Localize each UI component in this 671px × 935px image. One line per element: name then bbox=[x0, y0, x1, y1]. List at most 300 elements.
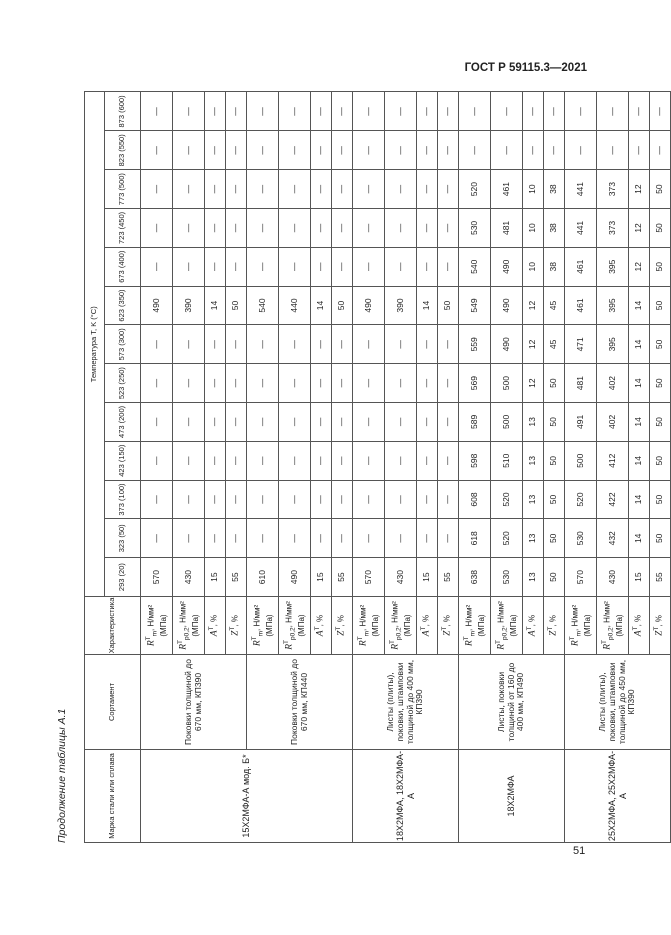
char-symbol: A bbox=[527, 630, 538, 637]
value-cell: — bbox=[247, 519, 279, 558]
characteristic-cell bbox=[565, 597, 597, 655]
value-cell: — bbox=[385, 519, 417, 558]
value-cell: — bbox=[417, 170, 438, 209]
value-cell: 50 bbox=[544, 558, 565, 597]
value-cell: 14 bbox=[205, 286, 226, 325]
value-cell: — bbox=[523, 92, 544, 131]
char-unit: , Н/мм² (МПа) bbox=[464, 604, 486, 637]
value-cell: — bbox=[247, 209, 279, 248]
value-cell: 12 bbox=[523, 325, 544, 364]
value-cell: 50 bbox=[544, 364, 565, 403]
value-cell: — bbox=[226, 519, 247, 558]
value-cell: 373 bbox=[597, 170, 629, 209]
value-cell: 14 bbox=[629, 403, 650, 442]
value-cell: — bbox=[353, 364, 385, 403]
value-cell: 598 bbox=[459, 441, 491, 480]
value-cell: 490 bbox=[491, 325, 523, 364]
char-sup: T bbox=[441, 626, 449, 631]
value-cell: 500 bbox=[491, 364, 523, 403]
value-cell: — bbox=[226, 131, 247, 170]
value-cell: — bbox=[385, 209, 417, 248]
value-cell: 14 bbox=[629, 364, 650, 403]
value-cell: — bbox=[173, 480, 205, 519]
assortment-cell: Поковки толщиной до 670 мм, КП390 bbox=[141, 655, 247, 750]
value-cell: 569 bbox=[459, 364, 491, 403]
value-cell: 490 bbox=[279, 558, 311, 597]
temp-header: 823 (550) bbox=[105, 131, 141, 170]
value-cell: — bbox=[597, 92, 629, 131]
char-sup: T bbox=[357, 636, 365, 641]
value-cell: — bbox=[279, 403, 311, 442]
char-unit: , % bbox=[527, 614, 537, 627]
value-cell: — bbox=[459, 131, 491, 170]
char-unit: , % bbox=[442, 615, 452, 627]
value-cell: — bbox=[597, 131, 629, 170]
value-cell: — bbox=[226, 92, 247, 131]
value-cell: — bbox=[438, 325, 459, 364]
value-cell: 50 bbox=[650, 325, 671, 364]
value-cell: — bbox=[417, 480, 438, 519]
char-unit: , Н/мм² (МПа) bbox=[358, 604, 380, 637]
value-cell: 10 bbox=[523, 247, 544, 286]
value-cell: 490 bbox=[353, 286, 385, 325]
value-cell: — bbox=[385, 247, 417, 286]
value-cell: — bbox=[332, 92, 353, 131]
temp-header: 373 (100) bbox=[105, 480, 141, 519]
value-cell: 50 bbox=[650, 403, 671, 442]
value-cell: — bbox=[173, 364, 205, 403]
char-symbol: A bbox=[209, 630, 220, 637]
value-cell: 570 bbox=[141, 558, 173, 597]
value-cell: 12 bbox=[523, 286, 544, 325]
steel-grade: 18Х2МФА bbox=[459, 750, 565, 843]
table-row bbox=[565, 92, 597, 843]
value-cell: — bbox=[332, 441, 353, 480]
value-cell: — bbox=[205, 247, 226, 286]
value-cell: 13 bbox=[523, 403, 544, 442]
value-cell: — bbox=[311, 441, 332, 480]
value-cell: — bbox=[141, 364, 173, 403]
characteristic-cell bbox=[597, 597, 629, 655]
steel-grade: 15Х2МФА-А мод. Б* bbox=[141, 750, 353, 843]
value-cell: — bbox=[353, 92, 385, 131]
value-cell: — bbox=[141, 92, 173, 131]
value-cell: — bbox=[279, 92, 311, 131]
char-sub: m bbox=[151, 630, 159, 637]
value-cell: — bbox=[141, 519, 173, 558]
char-sup: T bbox=[208, 626, 216, 631]
value-cell: 14 bbox=[629, 286, 650, 325]
char-sub: m bbox=[257, 630, 265, 637]
characteristic-cell bbox=[247, 597, 279, 655]
value-cell: — bbox=[353, 519, 385, 558]
char-symbol: R bbox=[252, 640, 263, 647]
value-cell: — bbox=[332, 325, 353, 364]
value-cell: — bbox=[438, 519, 459, 558]
char-symbol: R bbox=[358, 640, 369, 647]
temp-header: 323 (50) bbox=[105, 519, 141, 558]
value-cell: — bbox=[311, 170, 332, 209]
value-cell: 530 bbox=[491, 558, 523, 597]
characteristic-cell bbox=[385, 597, 417, 655]
char-symbol: Z bbox=[442, 630, 453, 636]
char-symbol: R bbox=[146, 640, 157, 647]
value-cell: — bbox=[141, 441, 173, 480]
value-cell: — bbox=[491, 131, 523, 170]
char-symbol: R bbox=[602, 643, 613, 650]
char-sub: p0,2 bbox=[289, 627, 297, 640]
value-cell: — bbox=[226, 209, 247, 248]
value-cell: 461 bbox=[565, 286, 597, 325]
value-cell: — bbox=[565, 131, 597, 170]
value-cell: 461 bbox=[565, 247, 597, 286]
temp-header: 773 (500) bbox=[105, 170, 141, 209]
value-cell: — bbox=[173, 325, 205, 364]
value-cell: — bbox=[247, 170, 279, 209]
char-sup: T bbox=[145, 636, 153, 641]
temp-header: 423 (150) bbox=[105, 441, 141, 480]
value-cell: — bbox=[438, 247, 459, 286]
value-cell: — bbox=[279, 247, 311, 286]
characteristic-cell bbox=[311, 597, 332, 655]
value-cell: — bbox=[438, 364, 459, 403]
char-sup: T bbox=[177, 639, 185, 644]
value-cell: 490 bbox=[491, 247, 523, 286]
value-cell: 430 bbox=[173, 558, 205, 597]
value-cell: 15 bbox=[311, 558, 332, 597]
value-cell: 390 bbox=[385, 286, 417, 325]
value-cell: 570 bbox=[565, 558, 597, 597]
temp-header: 573 (300) bbox=[105, 325, 141, 364]
char-symbol: R bbox=[496, 643, 507, 650]
value-cell: 422 bbox=[597, 480, 629, 519]
value-cell: 50 bbox=[650, 441, 671, 480]
steel-grade: 25Х2МФА, 25Х2МФА-А bbox=[565, 750, 671, 843]
value-cell: — bbox=[332, 364, 353, 403]
value-cell: — bbox=[247, 247, 279, 286]
value-cell: — bbox=[438, 209, 459, 248]
value-cell: — bbox=[311, 131, 332, 170]
value-cell: 50 bbox=[226, 286, 247, 325]
value-cell: 45 bbox=[544, 325, 565, 364]
value-cell: — bbox=[311, 247, 332, 286]
value-cell: 638 bbox=[459, 558, 491, 597]
value-cell: — bbox=[385, 92, 417, 131]
characteristic-cell bbox=[417, 597, 438, 655]
characteristic-cell bbox=[226, 597, 247, 655]
value-cell: 10 bbox=[523, 170, 544, 209]
value-cell: 12 bbox=[629, 170, 650, 209]
value-cell: — bbox=[141, 131, 173, 170]
char-unit: , Н/мм² (МПа) bbox=[146, 604, 168, 637]
char-sub: p0,2 bbox=[395, 627, 403, 640]
temp-header: 723 (450) bbox=[105, 209, 141, 248]
value-cell: 618 bbox=[459, 519, 491, 558]
value-cell: 490 bbox=[141, 286, 173, 325]
char-sub: m bbox=[575, 630, 583, 637]
value-cell: — bbox=[385, 480, 417, 519]
table-row bbox=[459, 92, 491, 843]
value-cell: 15 bbox=[417, 558, 438, 597]
value-cell: 14 bbox=[417, 286, 438, 325]
char-sup: T bbox=[526, 626, 534, 631]
value-cell: — bbox=[353, 131, 385, 170]
value-cell: 50 bbox=[544, 480, 565, 519]
char-sup: T bbox=[389, 639, 397, 644]
value-cell: 50 bbox=[650, 286, 671, 325]
value-cell: 520 bbox=[459, 170, 491, 209]
value-cell: — bbox=[311, 209, 332, 248]
temp-header: 523 (250) bbox=[105, 364, 141, 403]
value-cell: — bbox=[523, 131, 544, 170]
value-cell: 50 bbox=[332, 286, 353, 325]
value-cell: 540 bbox=[459, 247, 491, 286]
char-unit: , Н/мм² (МПа) bbox=[602, 601, 624, 637]
value-cell: — bbox=[491, 92, 523, 131]
temp-header: 623 (350) bbox=[105, 286, 141, 325]
properties-table bbox=[84, 91, 671, 843]
value-cell: — bbox=[141, 209, 173, 248]
value-cell: — bbox=[332, 519, 353, 558]
value-cell: 608 bbox=[459, 480, 491, 519]
value-cell: — bbox=[247, 92, 279, 131]
table-continuation-caption: Продолжение таблицы А.1 bbox=[56, 708, 68, 843]
value-cell: 390 bbox=[173, 286, 205, 325]
value-cell: 50 bbox=[544, 403, 565, 442]
value-cell: 549 bbox=[459, 286, 491, 325]
value-cell: 50 bbox=[650, 519, 671, 558]
value-cell: — bbox=[459, 92, 491, 131]
value-cell: — bbox=[353, 325, 385, 364]
characteristic-cell bbox=[438, 597, 459, 655]
char-symbol: R bbox=[390, 643, 401, 650]
value-cell: 461 bbox=[491, 170, 523, 209]
value-cell: 610 bbox=[247, 558, 279, 597]
value-cell: — bbox=[417, 131, 438, 170]
value-cell: — bbox=[311, 92, 332, 131]
value-cell: — bbox=[385, 325, 417, 364]
value-cell: 510 bbox=[491, 441, 523, 480]
temp-header: 293 (20) bbox=[105, 558, 141, 597]
value-cell: 13 bbox=[523, 558, 544, 597]
value-cell: — bbox=[141, 480, 173, 519]
characteristic-cell bbox=[279, 597, 311, 655]
value-cell: 471 bbox=[565, 325, 597, 364]
char-unit: , % bbox=[633, 614, 643, 627]
char-sub: m bbox=[363, 630, 371, 637]
value-cell: — bbox=[438, 403, 459, 442]
assortment-cell: Поковки толщиной до 670 мм, КП440 bbox=[247, 655, 353, 750]
value-cell: 430 bbox=[597, 558, 629, 597]
value-cell: — bbox=[141, 403, 173, 442]
char-symbol: R bbox=[464, 640, 475, 647]
col-header-grade: Марка стали или сплава bbox=[85, 750, 141, 843]
char-symbol: A bbox=[421, 630, 432, 637]
value-cell: — bbox=[205, 403, 226, 442]
value-cell: — bbox=[205, 325, 226, 364]
char-unit: , % bbox=[230, 615, 240, 627]
value-cell: — bbox=[332, 480, 353, 519]
value-cell: — bbox=[332, 131, 353, 170]
value-cell: — bbox=[385, 403, 417, 442]
value-cell: 559 bbox=[459, 325, 491, 364]
char-symbol: Z bbox=[548, 630, 559, 636]
value-cell: — bbox=[385, 170, 417, 209]
value-cell: 395 bbox=[597, 286, 629, 325]
value-cell: — bbox=[226, 480, 247, 519]
temp-header: 473 (200) bbox=[105, 403, 141, 442]
value-cell: 14 bbox=[629, 480, 650, 519]
char-unit: , % bbox=[209, 614, 219, 627]
value-cell: — bbox=[311, 519, 332, 558]
value-cell: 14 bbox=[311, 286, 332, 325]
value-cell: 45 bbox=[544, 286, 565, 325]
value-cell: — bbox=[279, 170, 311, 209]
char-sup: T bbox=[229, 626, 237, 631]
value-cell: — bbox=[417, 325, 438, 364]
value-cell: — bbox=[544, 92, 565, 131]
value-cell: — bbox=[438, 441, 459, 480]
value-cell: — bbox=[438, 480, 459, 519]
value-cell: — bbox=[279, 441, 311, 480]
value-cell: — bbox=[332, 247, 353, 286]
value-cell: 412 bbox=[597, 441, 629, 480]
value-cell: — bbox=[141, 170, 173, 209]
temp-header: 673 (400) bbox=[105, 247, 141, 286]
char-unit: , Н/мм² (МПа) bbox=[252, 604, 274, 637]
char-unit: , Н/мм² (МПа) bbox=[390, 601, 412, 637]
value-cell: 402 bbox=[597, 364, 629, 403]
value-cell: 12 bbox=[629, 247, 650, 286]
char-unit: , % bbox=[421, 614, 431, 627]
value-cell: 50 bbox=[650, 364, 671, 403]
col-header-characteristic: Характеристика bbox=[85, 597, 141, 655]
value-cell: — bbox=[417, 441, 438, 480]
value-cell: 13 bbox=[523, 480, 544, 519]
value-cell: 38 bbox=[544, 170, 565, 209]
char-sup: T bbox=[251, 636, 259, 641]
value-cell: 50 bbox=[544, 519, 565, 558]
value-cell: — bbox=[650, 131, 671, 170]
value-cell: — bbox=[353, 170, 385, 209]
value-cell: 570 bbox=[353, 558, 385, 597]
value-cell: — bbox=[226, 441, 247, 480]
table-row bbox=[353, 92, 385, 843]
value-cell: — bbox=[173, 519, 205, 558]
value-cell: — bbox=[226, 403, 247, 442]
value-cell: — bbox=[141, 247, 173, 286]
value-cell: — bbox=[205, 480, 226, 519]
characteristic-cell bbox=[141, 597, 173, 655]
char-unit: , Н/мм² (МПа) bbox=[284, 601, 306, 637]
value-cell: — bbox=[247, 480, 279, 519]
rotated-table-block bbox=[56, 92, 665, 843]
value-cell: — bbox=[353, 247, 385, 286]
value-cell: 15 bbox=[629, 558, 650, 597]
characteristic-cell bbox=[459, 597, 491, 655]
assortment-cell: Листы (плиты), поковки, штамповки толщиной до 450 мм, КП390 bbox=[565, 655, 671, 750]
value-cell: 530 bbox=[565, 519, 597, 558]
value-cell: — bbox=[173, 131, 205, 170]
value-cell: — bbox=[247, 441, 279, 480]
value-cell: — bbox=[205, 131, 226, 170]
value-cell: 430 bbox=[385, 558, 417, 597]
value-cell: 14 bbox=[629, 519, 650, 558]
assortment-cell: Листы, поковки толщиной от 160 до 400 мм, КП490 bbox=[459, 655, 565, 750]
value-cell: — bbox=[353, 480, 385, 519]
value-cell: — bbox=[226, 325, 247, 364]
value-cell: — bbox=[279, 480, 311, 519]
value-cell: 50 bbox=[650, 209, 671, 248]
characteristic-cell bbox=[544, 597, 565, 655]
characteristic-cell bbox=[205, 597, 226, 655]
char-sup: T bbox=[495, 639, 503, 644]
value-cell: 12 bbox=[523, 364, 544, 403]
value-cell: — bbox=[205, 209, 226, 248]
value-cell: 13 bbox=[523, 519, 544, 558]
value-cell: 500 bbox=[565, 441, 597, 480]
char-sup: T bbox=[653, 626, 661, 631]
value-cell: — bbox=[353, 403, 385, 442]
characteristic-cell bbox=[353, 597, 385, 655]
value-cell: — bbox=[247, 403, 279, 442]
characteristic-cell bbox=[173, 597, 205, 655]
value-cell: — bbox=[385, 131, 417, 170]
characteristic-cell bbox=[650, 597, 671, 655]
value-cell: 10 bbox=[523, 209, 544, 248]
value-cell: — bbox=[417, 364, 438, 403]
value-cell: — bbox=[332, 170, 353, 209]
value-cell: 50 bbox=[544, 441, 565, 480]
value-cell: — bbox=[385, 441, 417, 480]
char-symbol: A bbox=[315, 630, 326, 637]
char-sup: T bbox=[314, 626, 322, 631]
value-cell: — bbox=[385, 364, 417, 403]
steel-grade: 18Х2МФА, 18Х2МФА-А bbox=[353, 750, 459, 843]
char-sup: T bbox=[632, 626, 640, 631]
value-cell: 395 bbox=[597, 247, 629, 286]
value-cell: — bbox=[226, 364, 247, 403]
char-sup: T bbox=[420, 626, 428, 631]
value-cell: — bbox=[332, 403, 353, 442]
value-cell: — bbox=[353, 441, 385, 480]
value-cell: — bbox=[438, 92, 459, 131]
value-cell: — bbox=[629, 131, 650, 170]
char-sub: p0,2 bbox=[607, 627, 615, 640]
value-cell: — bbox=[205, 170, 226, 209]
value-cell: 491 bbox=[565, 403, 597, 442]
col-header-temperature: Температура T, K (°С) bbox=[85, 92, 105, 597]
char-unit: , Н/мм² (МПа) bbox=[178, 601, 200, 637]
value-cell: 441 bbox=[565, 209, 597, 248]
value-cell: 55 bbox=[226, 558, 247, 597]
value-cell: — bbox=[565, 92, 597, 131]
value-cell: 55 bbox=[332, 558, 353, 597]
value-cell: — bbox=[247, 364, 279, 403]
char-sup: T bbox=[547, 626, 555, 631]
characteristic-cell bbox=[629, 597, 650, 655]
value-cell: — bbox=[226, 170, 247, 209]
value-cell: 38 bbox=[544, 209, 565, 248]
value-cell: — bbox=[417, 403, 438, 442]
table-row bbox=[247, 92, 279, 843]
document-header: ГОСТ Р 59115.3—2021 bbox=[464, 62, 587, 74]
value-cell: 481 bbox=[565, 364, 597, 403]
value-cell: 490 bbox=[491, 286, 523, 325]
value-cell: 395 bbox=[597, 325, 629, 364]
value-cell: — bbox=[173, 441, 205, 480]
value-cell: 520 bbox=[565, 480, 597, 519]
